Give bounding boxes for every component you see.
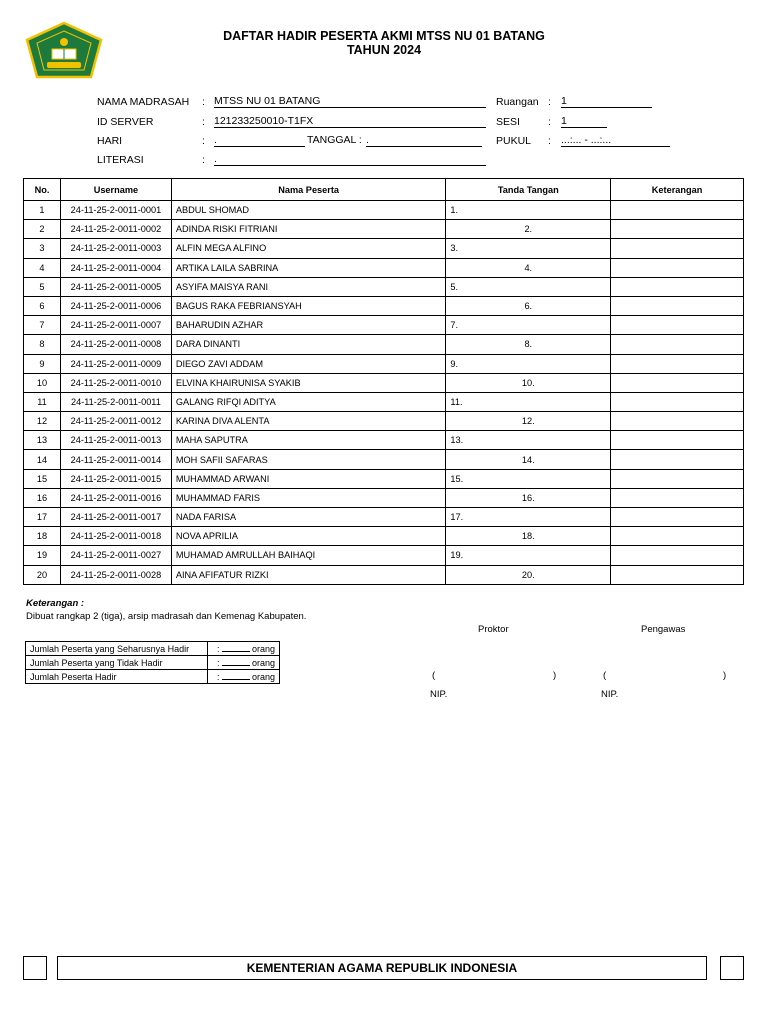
row-no: 15 [24,469,61,488]
hari-label: HARI [97,135,123,147]
table-row [24,335,744,354]
row-username: 24-11-25-2-0011-0008 [60,335,171,354]
row-no: 5 [24,277,61,296]
colon: : [216,658,220,668]
row-signature[interactable]: 20. [446,565,611,584]
blank-line [222,671,250,680]
row-no: 17 [24,508,61,527]
row-signature[interactable]: 8. [446,335,611,354]
tanggal-value: . [366,134,482,147]
row-name: ABDUL SHOMAD [171,201,446,220]
row-signature[interactable]: 1. [446,201,611,220]
row-no: 19 [24,546,61,565]
ruangan-label: Ruangan [496,96,539,108]
row-name: MUHAMMAD FARIS [171,488,446,507]
row-username: 24-11-25-2-0011-0004 [60,258,171,277]
row-name: NOVA APRILIA [171,527,446,546]
row-no: 16 [24,488,61,507]
table-row [24,527,744,546]
column-header-tanda-tangan: Tanda Tangan [446,179,611,201]
row-signature[interactable]: 18. [446,527,611,546]
row-keterangan[interactable] [611,201,744,220]
row-no: 14 [24,450,61,469]
blank-line [222,657,250,666]
table-row [24,469,744,488]
row-signature[interactable]: 17. [446,508,611,527]
row-no: 9 [24,354,61,373]
proktor-name-open: ( [432,670,436,681]
title-line-2: MTSS NU 01 BATANG [416,29,545,43]
summary-unit: orang [251,644,275,654]
row-keterangan[interactable] [611,277,744,296]
row-name: ARTIKA LAILA SABRINA [171,258,446,277]
table-row [24,488,744,507]
table-header-row [24,179,744,201]
pengawas-name-close: ) [723,670,727,681]
row-signature[interactable]: 9. [446,354,611,373]
column-header-nama-peserta: Nama Peserta [171,179,446,201]
row-keterangan[interactable] [611,316,744,335]
proktor-name-close: ) [553,670,557,681]
row-username: 24-11-25-2-0011-0015 [60,469,171,488]
row-keterangan[interactable] [611,296,744,315]
summary-value[interactable] [207,642,279,656]
colon: : [548,96,551,108]
row-username: 24-11-25-2-0011-0014 [60,450,171,469]
row-keterangan[interactable] [611,565,744,584]
colon: : [202,154,205,166]
sesi-value: 1 [561,115,607,128]
table-row [24,258,744,277]
column-header-username: Username [60,179,171,201]
row-name: MUHAMMAD ARWANI [171,469,446,488]
table-row [24,354,744,373]
summary-row [26,642,280,656]
row-name: AINA AFIFATUR RIZKI [171,565,446,584]
row-keterangan[interactable] [611,488,744,507]
row-signature[interactable]: 11. [446,392,611,411]
summary-row [26,656,280,670]
row-keterangan[interactable] [611,469,744,488]
row-signature[interactable]: 4. [446,258,611,277]
literasi-value: . [214,153,486,166]
table-row [24,201,744,220]
row-signature[interactable]: 14. [446,450,611,469]
literasi-label: LITERASI [97,154,144,166]
row-keterangan[interactable] [611,546,744,565]
row-username: 24-11-25-2-0011-0016 [60,488,171,507]
row-username: 24-11-25-2-0011-0002 [60,220,171,239]
summary-label: Jumlah Peserta yang Tidak Hadir [26,656,208,670]
proktor-nip: NIP. [430,689,448,700]
notes-title: Keterangan : [26,598,85,609]
row-keterangan[interactable] [611,354,744,373]
row-name: ASYIFA MAISYA RANI [171,277,446,296]
row-keterangan[interactable] [611,392,744,411]
table-row [24,316,744,335]
pengawas-name-open: ( [603,670,607,681]
row-name: DIEGO ZAVI ADDAM [171,354,446,373]
row-name: KARINA DIVA ALENTA [171,412,446,431]
row-keterangan[interactable] [611,258,744,277]
row-signature[interactable]: 6. [446,296,611,315]
nama-madrasah-label: NAMA MADRASAH [97,96,190,108]
notes-text: Dibuat rangkap 2 (tiga), arsip madrasah dan Kemenag Kabupaten. [26,611,307,622]
hari-value: . [214,134,305,147]
column-header-no: No. [24,179,61,201]
row-no: 6 [24,296,61,315]
row-keterangan[interactable] [611,220,744,239]
row-username: 24-11-25-2-0011-0013 [60,431,171,450]
row-signature[interactable]: 19. [446,546,611,565]
row-username: 24-11-25-2-0011-0012 [60,412,171,431]
table-row [24,450,744,469]
table-row [24,546,744,565]
colon: : [548,116,551,128]
summary-unit: orang [251,658,275,668]
id-server-value: 121233250010-T1FX [214,115,486,128]
summary-table [25,641,280,684]
summary-unit: orang [251,672,275,682]
ruangan-value: 1 [561,95,652,108]
pengawas-label: Pengawas [641,624,686,635]
table-row [24,565,744,584]
row-name: MAHA SAPUTRA [171,431,446,450]
row-signature[interactable]: 5. [446,277,611,296]
row-keterangan[interactable] [611,450,744,469]
row-name: MOH SAFII SAFARAS [171,450,446,469]
row-signature[interactable]: 3. [446,239,611,258]
row-keterangan[interactable] [611,373,744,392]
row-username: 24-11-25-2-0011-0003 [60,239,171,258]
row-name: NADA FARISA [171,508,446,527]
pukul-label: PUKUL [496,135,532,147]
title-line-1: DAFTAR HADIR PESERTA AKMI [223,29,413,43]
row-username: 24-11-25-2-0011-0011 [60,392,171,411]
table-row [24,508,744,527]
row-signature[interactable]: 13. [446,431,611,450]
row-no: 8 [24,335,61,354]
info-block [0,0,768,170]
colon: : [202,135,205,147]
footer-banner: KEMENTERIAN AGAMA REPUBLIK INDONESIA [57,956,707,980]
summary-label: Jumlah Peserta yang Seharusnya Hadir [26,642,208,656]
tanggal-label: TANGGAL : [307,134,362,146]
colon: : [548,135,551,147]
row-no: 12 [24,412,61,431]
summary-value[interactable] [207,656,279,670]
colon: : [216,644,220,654]
row-name: MUHAMAD AMRULLAH BAIHAQI [171,546,446,565]
row-username: 24-11-25-2-0011-0028 [60,565,171,584]
summary-value[interactable] [207,670,279,684]
pengawas-nip: NIP. [601,689,619,700]
table-row [24,412,744,431]
row-keterangan[interactable] [611,527,744,546]
row-no: 4 [24,258,61,277]
row-signature[interactable]: 2. [446,220,611,239]
row-no: 18 [24,527,61,546]
footer-left-box [23,956,47,980]
row-name: DARA DINANTI [171,335,446,354]
colon: : [202,96,205,108]
pukul-value: ...:... - ...:... [561,134,670,147]
proktor-label: Proktor [478,624,509,635]
row-no: 20 [24,565,61,584]
row-no: 13 [24,431,61,450]
attendance-table [23,178,744,585]
table-row [24,220,744,239]
row-keterangan[interactable] [611,431,744,450]
table-row [24,431,744,450]
row-signature[interactable]: 16. [446,488,611,507]
table-row [24,239,744,258]
row-username: 24-11-25-2-0011-0009 [60,354,171,373]
row-name: BAHARUDIN AZHAR [171,316,446,335]
summary-label: Jumlah Peserta Hadir [26,670,208,684]
row-username: 24-11-25-2-0011-0001 [60,201,171,220]
row-username: 24-11-25-2-0011-0027 [60,546,171,565]
table-row [24,277,744,296]
summary-row [26,670,280,684]
table-row [24,373,744,392]
row-name: ADINDA RISKI FITRIANI [171,220,446,239]
row-no: 3 [24,239,61,258]
blank-line [222,643,250,652]
row-name: ALFIN MEGA ALFINO [171,239,446,258]
title-line-3: TAHUN 2024 [346,43,422,57]
row-username: 24-11-25-2-0011-0005 [60,277,171,296]
row-keterangan[interactable] [611,508,744,527]
row-username: 24-11-25-2-0011-0018 [60,527,171,546]
row-keterangan[interactable] [611,335,744,354]
row-name: ELVINA KHAIRUNISA SYAKIB [171,373,446,392]
row-username: 24-11-25-2-0011-0010 [60,373,171,392]
table-row [24,392,744,411]
row-username: 24-11-25-2-0011-0017 [60,508,171,527]
row-signature[interactable]: 7. [446,316,611,335]
row-name: GALANG RIFQI ADITYA [171,392,446,411]
row-signature[interactable]: 12. [446,412,611,431]
colon: : [202,116,205,128]
row-username: 24-11-25-2-0011-0007 [60,316,171,335]
id-server-label: ID SERVER [97,116,154,128]
row-no: 10 [24,373,61,392]
row-no: 1 [24,201,61,220]
row-keterangan[interactable] [611,412,744,431]
row-no: 2 [24,220,61,239]
table-row [24,296,744,315]
sesi-label: SESI [496,116,520,128]
row-keterangan[interactable] [611,239,744,258]
row-no: 11 [24,392,61,411]
row-signature[interactable]: 15. [446,469,611,488]
row-signature[interactable]: 10. [446,373,611,392]
nama-madrasah-value: MTSS NU 01 BATANG [214,95,486,108]
column-header-keterangan: Keterangan [611,179,744,201]
row-name: BAGUS RAKA FEBRIANSYAH [171,296,446,315]
colon: : [216,672,220,682]
row-no: 7 [24,316,61,335]
row-username: 24-11-25-2-0011-0006 [60,296,171,315]
footer-right-box [720,956,744,980]
